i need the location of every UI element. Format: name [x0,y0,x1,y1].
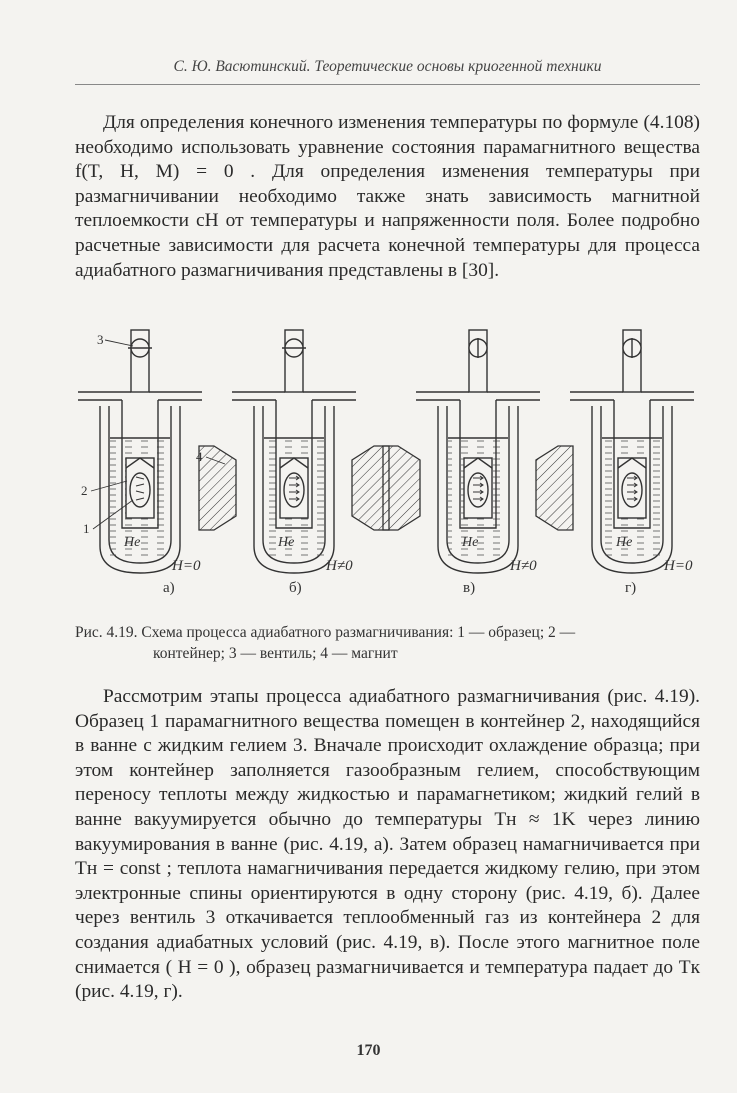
field-label: H=0 [172,558,201,574]
helium-label: He [462,535,479,550]
flange-plate [78,392,202,400]
magnet-pole-left [383,446,420,530]
callout-2: 2 [81,483,88,498]
field-label: H≠0 [326,558,353,574]
flange-plate [570,392,694,400]
leader-3 [105,340,133,346]
flange-plate [232,392,356,400]
panel-label-v: в) [463,580,476,596]
figure-diagram [75,318,715,610]
cryostat-panel-1 [78,330,202,574]
caption-line-2: контейнер; 3 — вентиль; 4 — магнит [153,645,398,662]
cryostat-panel-3 [383,330,573,574]
magnet-pole-right [536,446,573,530]
helium-label: He [278,535,295,550]
field-label: H≠0 [510,558,537,574]
header-rule [75,84,700,85]
magnet-pole-left [199,446,236,530]
cryostat-panel-2 [199,330,389,574]
callout-4: 4 [196,449,203,464]
panel-label-b: б) [289,580,302,596]
caption-line-1: Рис. 4.19. Схема процесса адиабатного размагничивания: 1 — образец; 2 — [75,624,576,641]
helium-label: He [124,535,141,550]
cryostat-panel-4 [570,330,694,574]
paragraph-process: Рассмотрим этапы процесса адиабатного размагничивания (рис. 4.19). Образец 1 парамагнитного вещества помещен в контейнер 2, находящийся в ванне с жидким гелием 3. Вначале происходит охлаждение образца; при этом контейнер заполняется газообразным гелием, способствующим переносу теплоты между жидкостью и парамагнетиком; жидкий гелий в ванне вакуумируется обычно до температуры Tн ≈ 1K через линию вакуумирования в ванне (рис. 4.19, а). Затем образец намагничивается при Tн = const ; теплота намагничивания передается жидкому гелию, при этом электронные спины ориентируются в одну сторону (рис. 4.19, б). Далее через вентиль 3 откачивается теплообменный газ из контейнера 2 для создания адиабатных условий (рис. 4.19, в). После этого магнитное поле снимается ( H = 0 ), образец размагничивается и температура падает до Tк (рис. 4.19, г). [75,686,700,1003]
callout-1: 1 [83,521,90,536]
page-number: 170 [356,1042,381,1059]
callout-3: 3 [97,332,104,347]
figure-caption [75,622,700,664]
figure-adiabatic-demagnetization [75,318,715,610]
panel-label-g: г) [625,580,637,596]
helium-label: He [616,535,633,550]
panel-label-a: а) [163,580,175,596]
field-label: H=0 [664,558,693,574]
flange-plate [416,392,540,400]
paragraph-intro: Для определения конечного изменения температуры по формуле (4.108) необходимо использовать уравнение состояния парамагнитного вещества f(T, H, M) = 0 . Для определения изменения температуры при размагничивании необходимо также знать зависимость магнитной теплоемкости cH от температуры и напряженности поля. Более подробно расчетные зависимости для расчета конечной температуры для процесса адиабатного размагничивания представлены в [30]. [75,112,700,281]
running-header: С. Ю. Васютинский. Теоретические основы криогенной техники [173,58,602,75]
